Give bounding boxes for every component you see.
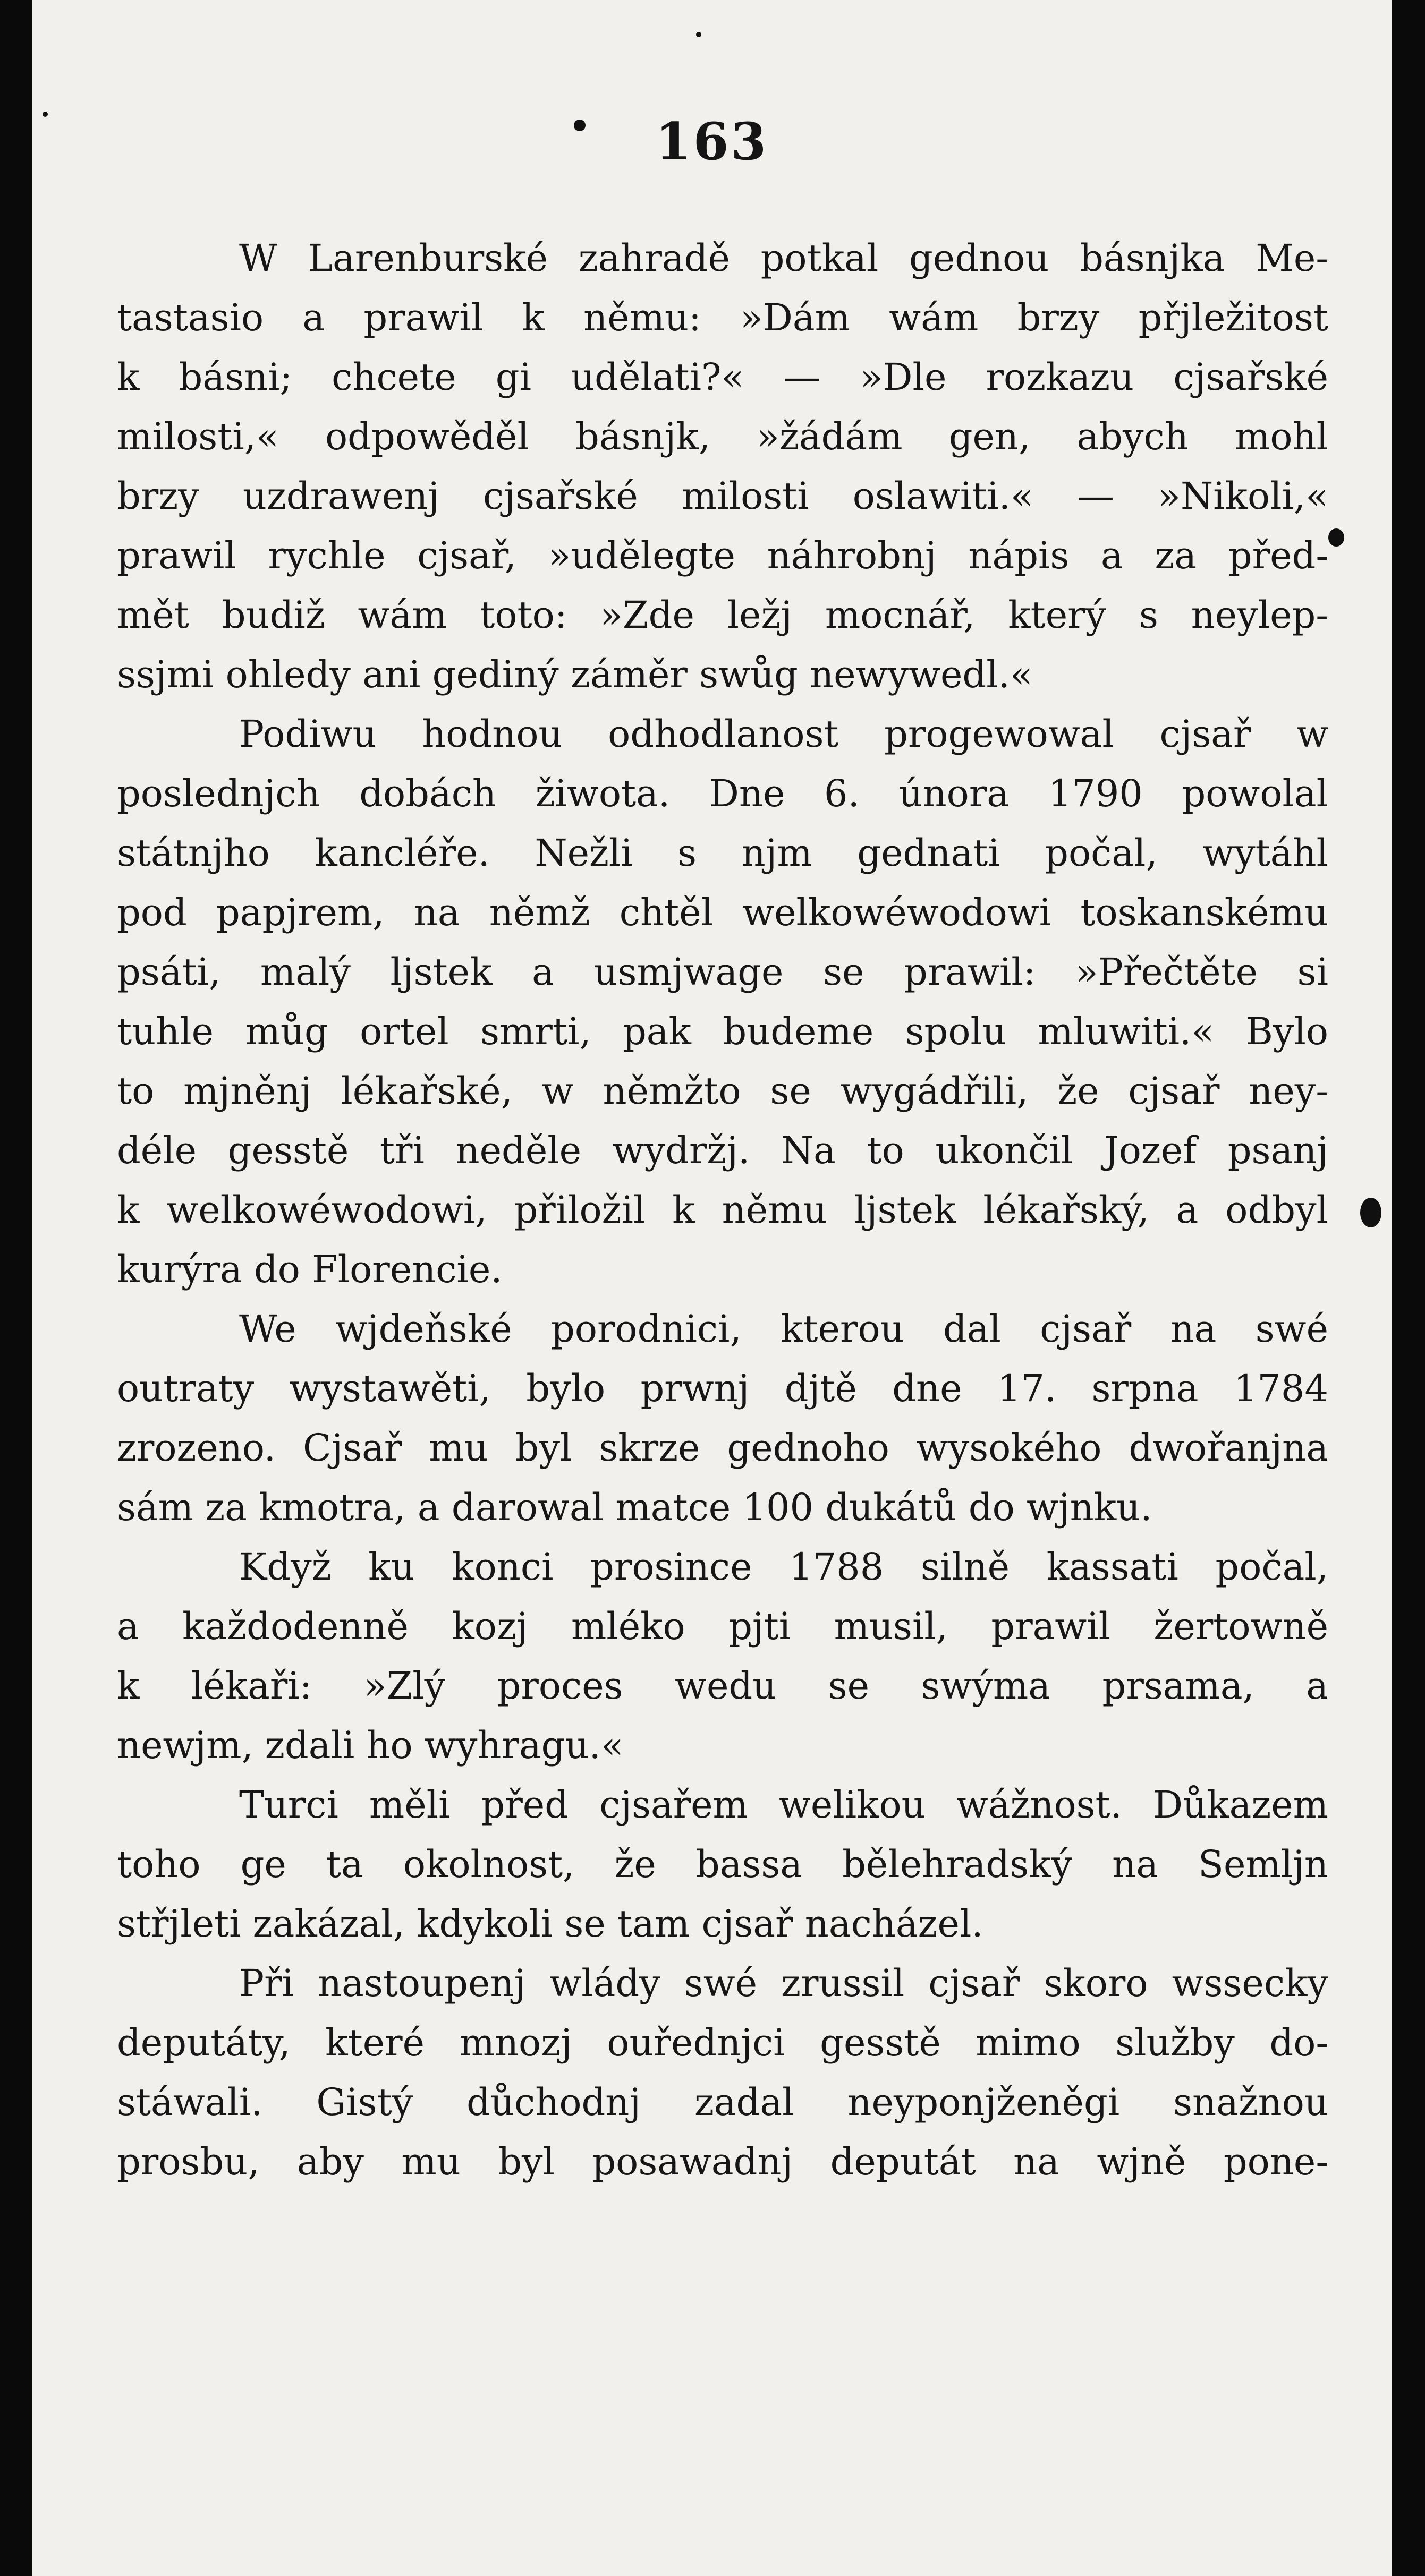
text-line: toho ge ta okolnost, že bassa bělehradský na Semljn: [117, 1843, 1328, 1886]
ink-speck-mark: [43, 112, 48, 117]
text-line: pod papjrem, na němž chtěl welkowéwodowi toskanskému: [117, 891, 1328, 934]
text-line: Při nastoupenj wlády swé zrussil cjsař skoro wssecky: [239, 1961, 1328, 2005]
text-line: milosti,« odpowěděl básnjk, »žádám gen, abych mohl: [117, 415, 1328, 458]
text-line: We wjdeňské porodnici, kterou dal cjsař na swé: [239, 1307, 1328, 1351]
text-line: kurýra do Florencie.: [117, 1248, 503, 1291]
text-line: Turci měli před cjsařem welikou wážnost. Důkazem: [239, 1783, 1328, 1827]
text-line: W Larenburské zahradě potkal gednou básnjka Me-: [239, 236, 1328, 280]
ink-speck-mark: [1328, 528, 1344, 547]
text-line: a každodenně kozj mléko pjti musil, prawil žertowně: [117, 1605, 1328, 1648]
text-line: outraty wystawěti, bylo prwnj djtě dne 17. srpna 1784: [117, 1367, 1328, 1410]
ink-speck-mark: [574, 120, 586, 131]
text-line: poslednjch dobách žiwota. Dne 6. února 1790 powolal: [117, 772, 1328, 815]
page-number: 163: [655, 112, 769, 172]
text-line: mět budiž wám toto: »Zde ležj mocnář, který s neylep-: [117, 593, 1328, 637]
paragraph-deputies: [117, 1954, 1328, 2191]
book-page: [32, 0, 1392, 2576]
text-line: brzy uzdrawenj cjsařské milosti oslawiti.« — »Nikoli,«: [117, 474, 1328, 518]
text-line: k welkowéwodowi, přiložil k němu ljstek lékařský, a odbyl: [117, 1188, 1328, 1232]
paragraph-turks: [117, 1775, 1328, 1954]
text-line: střjleti zakázal, kdykoli se tam cjsař nacházel.: [117, 1902, 983, 1946]
text-line: Podiwu hodnou odhodlanost progewowal cjsař w: [239, 712, 1328, 756]
paragraph-cough: [117, 1537, 1328, 1775]
text-line: prawil rychle cjsař, »udělegte náhrobnj nápis a za před-: [117, 534, 1328, 577]
page-text: [117, 228, 1328, 2191]
text-line: sám za kmotra, a darowal matce 100 dukátů do wjnku.: [117, 1486, 1152, 1529]
text-line: ssjmi ohledy ani gediný záměr swůg newywedl.«: [117, 653, 1033, 696]
text-line: tastasio a prawil k němu: »Dám wám brzy přjležitost: [117, 296, 1328, 339]
text-line: zrozeno. Cjsař mu byl skrze gednoho wysokého dwořanjna: [117, 1426, 1328, 1470]
text-line: prosbu, aby mu byl posawadnj deputát na wjně pone-: [117, 2140, 1328, 2183]
text-line: státnjho kancléře. Nežli s njm gednati počal, wytáhl: [117, 831, 1328, 875]
ink-speck-mark: [696, 32, 701, 37]
text-line: Když ku konci prosince 1788 silně kassati počal,: [239, 1545, 1328, 1589]
text-line: tuhle můg ortel smrti, pak budeme spolu mluwiti.« Bylo: [117, 1010, 1328, 1053]
text-line: k lékaři: »Zlý proces wedu se swýma prsama, a: [117, 1664, 1328, 1708]
text-line: psáti, malý ljstek a usmjwage se prawil: »Přečtěte si: [117, 950, 1328, 994]
ink-speck-mark: [1360, 1198, 1381, 1227]
paragraph-metastasio: [117, 228, 1328, 704]
text-line: déle gesstě tři neděle wydržj. Na to ukončil Jozef psanj: [117, 1129, 1328, 1172]
text-line: deputáty, které mnozj ouřednjci gesstě mimo služby do-: [117, 2021, 1328, 2065]
text-line: stáwali. Gistý důchodnj zadal neyponjženěgi snažnou: [117, 2080, 1328, 2124]
text-line: k básni; chcete gi udělati?« — »Dle rozkazu cjsařské: [117, 355, 1328, 399]
paragraph-chancellor: [117, 704, 1328, 1299]
text-line: newjm, zdali ho wyhragu.«: [117, 1724, 624, 1767]
text-line: to mjněnj lékařské, w němžto se wygádřili, že cjsař ney-: [117, 1069, 1328, 1113]
paragraph-maternity: [117, 1299, 1328, 1537]
